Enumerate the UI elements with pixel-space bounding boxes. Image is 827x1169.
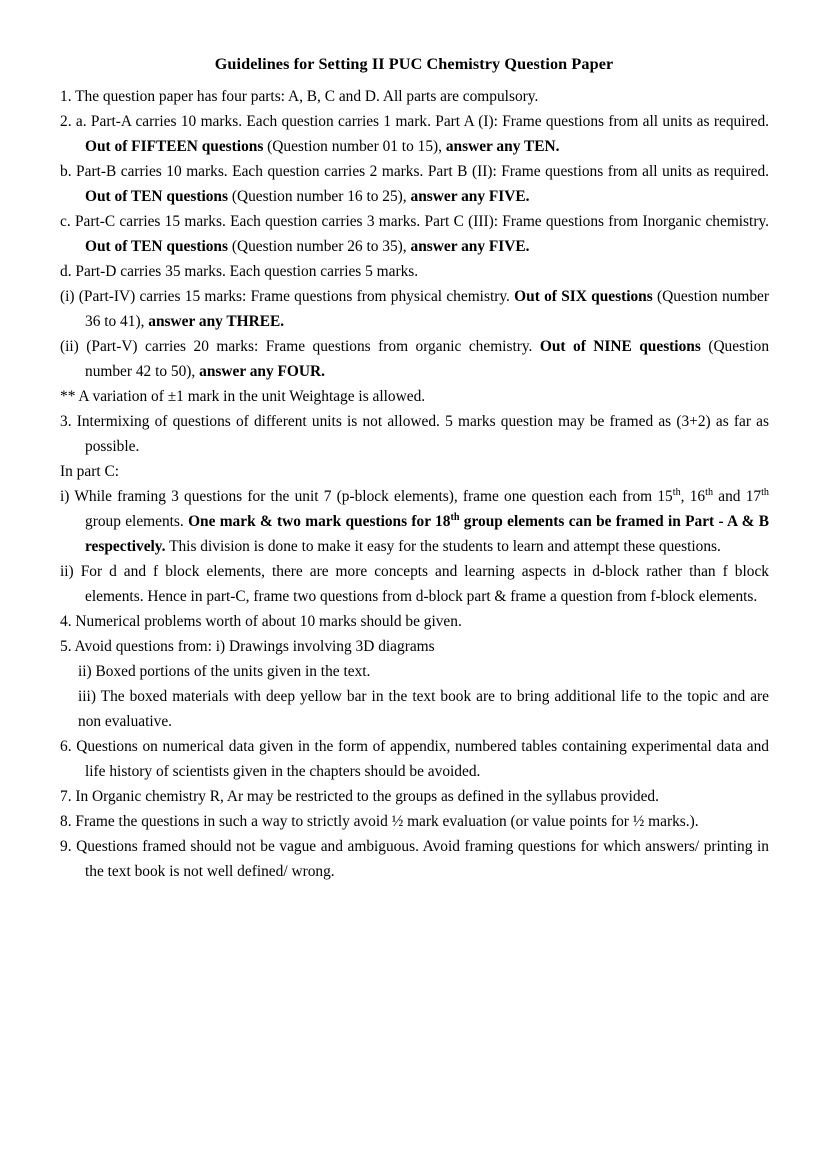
in-part-c-text: In part C: (60, 463, 119, 480)
guideline-item-5 (60, 634, 769, 659)
ordinal-superscript-15th: th (672, 486, 681, 498)
part-c-i-text-4: group elements. (85, 513, 189, 530)
part-c-i-text-3: and 17 (713, 488, 762, 505)
guideline-2b-text-1: b. Part-B carries 10 marks. Each question carries 2 marks. Part B (II): Frame questions from all units as required. (60, 163, 769, 180)
part-c-i-text-5: This division is done to make it easy for the students to learn and attempt these questions. (165, 538, 721, 555)
guideline-5-sub-ii-text: ii) Boxed portions of the units given in the text. (78, 663, 371, 680)
part-c-i-bold-1: One mark & two mark questions for 18 (188, 513, 451, 530)
part-iv-text-2: (Question number 36 to 41), (85, 288, 769, 330)
part-c-ii-text: ii) For d and f block elements, there are more concepts and learning aspects in d-block rather than f block elements. Hence in part-C, frame two questions from d-block part & frame a question from f-block elements. (60, 563, 769, 605)
guideline-item-8 (60, 809, 769, 834)
guideline-item-6 (60, 734, 769, 784)
guideline-2c-bold-2: answer any FIVE. (410, 238, 530, 255)
part-c-i-text-1: i) While framing 3 questions for the unit 7 (p-block elements), frame one question each from 15 (60, 488, 673, 505)
guideline-7-text: 7. In Organic chemistry R, Ar may be restricted to the groups as defined in the syllabus provided. (60, 788, 659, 805)
guideline-5-sub-iii (60, 684, 769, 734)
part-c-item-ii (60, 559, 769, 609)
guideline-item-3 (60, 409, 769, 459)
guideline-2d-text: d. Part-D carries 35 marks. Each question carries 5 marks. (60, 263, 419, 280)
ordinal-superscript-16th: th (705, 486, 714, 498)
part-c-item-i (60, 484, 769, 559)
part-iv-text-1: (i) (Part-IV) carries 15 marks: Frame questions from physical chemistry. (60, 288, 515, 305)
guideline-item-part-iv (60, 284, 769, 334)
guideline-item-2d (60, 259, 769, 284)
part-v-text-2: (Question number 42 to 50), (85, 338, 770, 380)
guideline-item-2a (60, 109, 769, 159)
guideline-2c-text-2: (Question number 26 to 35), (227, 238, 411, 255)
part-v-bold-1: Out of NINE questions (539, 338, 701, 355)
guideline-item-1 (60, 84, 769, 109)
part-c-i-bold-2: group elements can be framed in Part - A & B respectively. (85, 513, 769, 555)
guideline-2a-bold-1: Out of FIFTEEN questions (85, 138, 264, 155)
guideline-2c-bold-1: Out of TEN questions (85, 238, 228, 255)
guideline-2b-bold-2: answer any FIVE. (410, 188, 530, 205)
guideline-2b-bold-1: Out of TEN questions (85, 188, 228, 205)
guideline-4-text: 4. Numerical problems worth of about 10 marks should be given. (60, 613, 462, 630)
guideline-item-9 (60, 834, 769, 884)
guideline-8-text: 8. Frame the questions in such a way to strictly avoid ½ mark evaluation (or value points for ½ marks.). (60, 813, 699, 830)
part-c-i-text-2: , 16 (680, 488, 706, 505)
guideline-9-text: 9. Questions framed should not be vague and ambiguous. Avoid framing questions for which answers/ printing in the text book is not well defined/ wrong. (60, 838, 769, 880)
part-v-text-1: (ii) (Part-V) carries 20 marks: Frame questions from organic chemistry. (60, 338, 540, 355)
guideline-5-sub-iii-text: iii) The boxed materials with deep yellow bar in the text book are to bring additional life to the topic and are non evaluative. (78, 688, 769, 730)
part-iv-bold-1: Out of SIX questions (514, 288, 653, 305)
document-body (60, 84, 769, 884)
variation-note-text: ** A variation of ±1 mark in the unit Weightage is allowed. (60, 388, 426, 405)
in-part-c-heading (60, 459, 769, 484)
page-title: Guidelines for Setting II PUC Chemistry Question Paper (214, 55, 614, 73)
guideline-1-text: 1. The question paper has four parts: A, B, C and D. All parts are compulsory. (60, 88, 539, 105)
part-iv-bold-2: answer any THREE. (148, 313, 285, 330)
guideline-5-sub-ii (60, 659, 769, 684)
ordinal-superscript-17th: th (761, 486, 770, 498)
guideline-5-text: 5. Avoid questions from: i) Drawings involving 3D diagrams (60, 638, 435, 655)
ordinal-superscript-18th: th (450, 511, 460, 523)
guideline-2a-text-2: (Question number 01 to 15), (263, 138, 446, 155)
guideline-item-2c (60, 209, 769, 259)
part-v-bold-2: answer any FOUR. (199, 363, 325, 380)
guideline-item-part-v (60, 334, 769, 384)
guideline-variation-note (60, 384, 769, 409)
guideline-2a-text-1: 2. a. Part-A carries 10 marks. Each question carries 1 mark. Part A (I): Frame questions from all units as required. (60, 113, 769, 130)
guideline-6-text: 6. Questions on numerical data given in the form of appendix, numbered tables containing experimental data and life history of scientists given in the chapters should be avoided. (60, 738, 769, 780)
guideline-item-4 (60, 609, 769, 634)
guideline-item-2b (60, 159, 769, 209)
guideline-item-7 (60, 784, 769, 809)
guideline-2b-text-2: (Question number 16 to 25), (227, 188, 411, 205)
guideline-2a-bold-2: answer any TEN. (445, 138, 560, 155)
guideline-2c-text-1: c. Part-C carries 15 marks. Each question carries 3 marks. Part C (III): Frame questions from Inorganic chemistry. (60, 213, 769, 230)
guideline-3-text: 3. Intermixing of questions of different units is not allowed. 5 marks question may be framed as (3+2) as far as possible. (60, 413, 769, 455)
